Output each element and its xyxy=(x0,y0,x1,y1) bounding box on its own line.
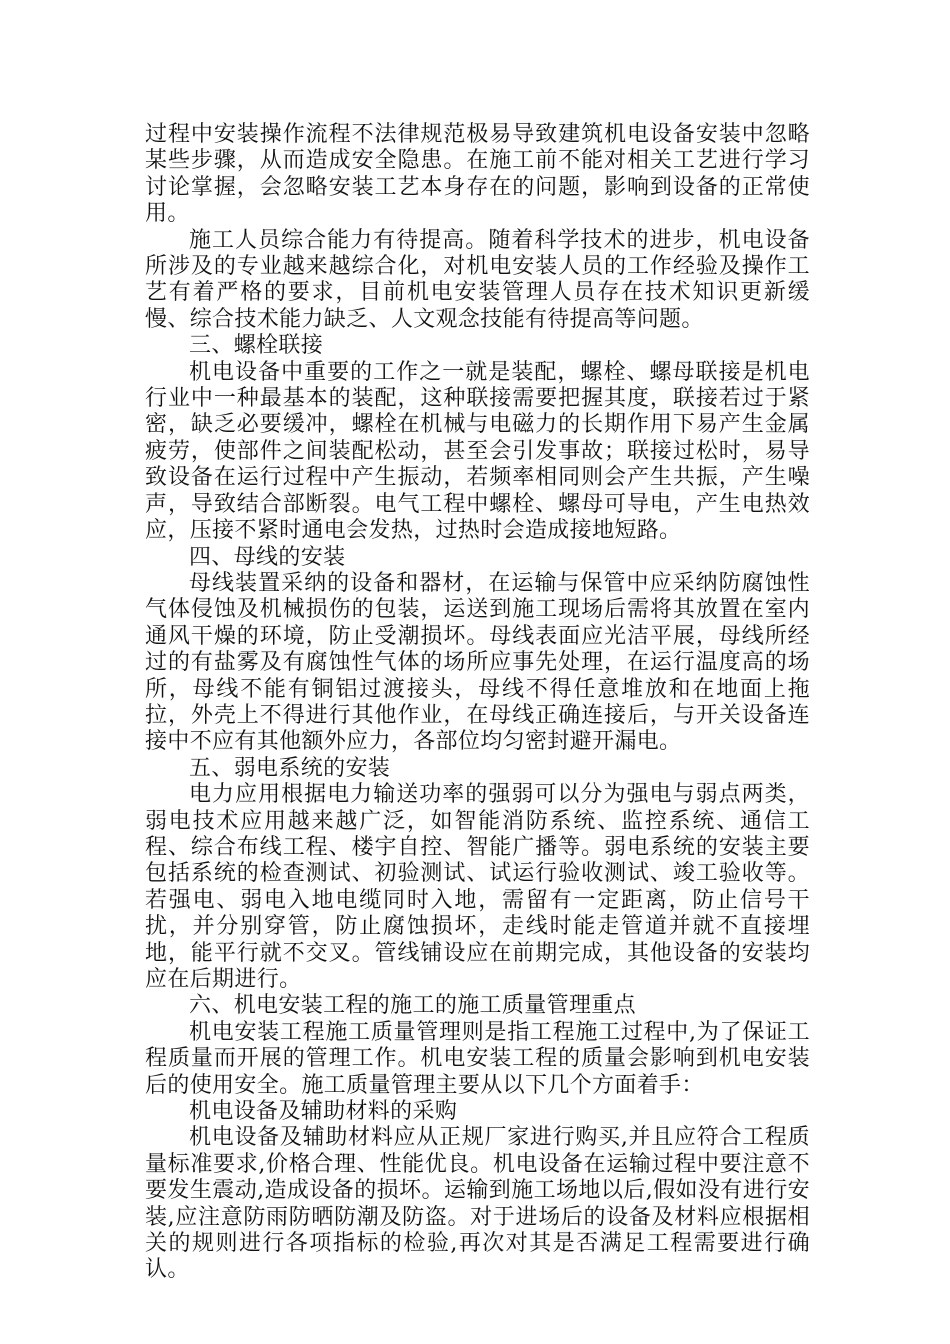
heading-weak-current-system: 五、弱电系统的安装 xyxy=(189,755,391,781)
paragraph-bolt-connection: 机电设备中重要的工作之一就是装配，螺栓、螺母联接是机电行业中一种最基本的装配，这种联接需要把握其度，联接若过于紧密，缺乏必要缓冲，螺栓在机械与电磁力的长期作用下易产生金属疲劳，使部件之间装配松动，甚至会引发事故；联接过松时，易导致设备在运行过程中产生振动，若频率相同则会产生共振，产生噪声，导致结合部断裂。电气工程中螺栓、螺母可导电，产生电热效应，压接不紧时通电会发热，过热时会造成接地短路。 xyxy=(145,359,810,544)
heading-busbar-installation: 四、母线的安装 xyxy=(189,544,346,570)
document-body xyxy=(145,122,810,1284)
heading-bolt-connection: 三、螺栓联接 xyxy=(189,333,324,359)
paragraph-quality-management: 机电安装工程施工质量管理则是指工程施工过程中,为了保证工程质量而开展的管理工作。机电安装工程的质量会影响到机电安装后的使用安全。施工质量管理主要从以下几个方面着手： xyxy=(145,1019,810,1098)
paragraph-worker-ability: 施工人员综合能力有待提高。随着科学技术的进步，机电设备所涉及的专业越来越综合化，对机电安装人员的工作经验及操作工艺有着严格的要求，目前机电安装管理人员存在技术知识更新缓慢、综合技术能力缺乏、人文观念技能有待提高等问题。 xyxy=(145,227,810,332)
paragraph-installation-process: 过程中安装操作流程不法律规范极易导致建筑机电设备安装中忽略某些步骤，从而造成安全隐患。在施工前不能对相关工艺进行学习讨论掌握，会忽略安装工艺本身存在的问题，影响到设备的正常使用。 xyxy=(145,122,810,227)
paragraph-equipment-procurement: 机电设备及辅助材料应从正规厂家进行购买,并且应符合工程质量标准要求,价格合理、性能优良。机电设备在运输过程中要注意不要发生震动,造成设备的损坏。运输到施工场地以后,假如没有进行安装,应注意防雨防晒防潮及防盗。对于进场后的设备及材料应根据相关的规则进行各项指标的检验,再次对其是否满足工程需要进行确认。 xyxy=(145,1125,810,1283)
paragraph-weak-current-system: 电力应用根据电力输送功率的强弱可以分为强电与弱点两类，弱电技术应用越来越广泛，如智能消防系统、监控系统、通信工程、综合布线工程、楼宇自控、智能广播等。弱电系统的安装主要包括系统的检查测试、初验测试、试运行验收测试、竣工验收等。若强电、弱电入地电缆同时入地，需留有一定距离，防止信号干扰，并分别穿管，防止腐蚀损坏，走线时能走管道并就不直接埋地，能平行就不交叉。管线铺设应在前期完成，其他设备的安装均应在后期进行。 xyxy=(145,782,810,992)
paragraph-busbar-installation: 母线装置采纳的设备和器材，在运输与保管中应采纳防腐蚀性气体侵蚀及机械损伤的包装，运送到施工现场后需将其放置在室内通风干燥的环境，防止受潮损坏。母线表面应光洁平展，母线所经过的有盐雾及有腐蚀性气体的场所应事先处理，在运行温度高的场所，母线不能有铜铝过渡接头，母线不得任意堆放和在地面上拖拉，外壳上不得进行其他作业，在母线正确连接后，与开关设备连接中不应有其他额外应力，各部位均匀密封避开漏电。 xyxy=(145,570,810,755)
heading-equipment-procurement: 机电设备及辅助材料的采购 xyxy=(189,1099,458,1125)
heading-quality-management: 六、机电安装工程的施工的施工质量管理重点 xyxy=(189,993,637,1019)
